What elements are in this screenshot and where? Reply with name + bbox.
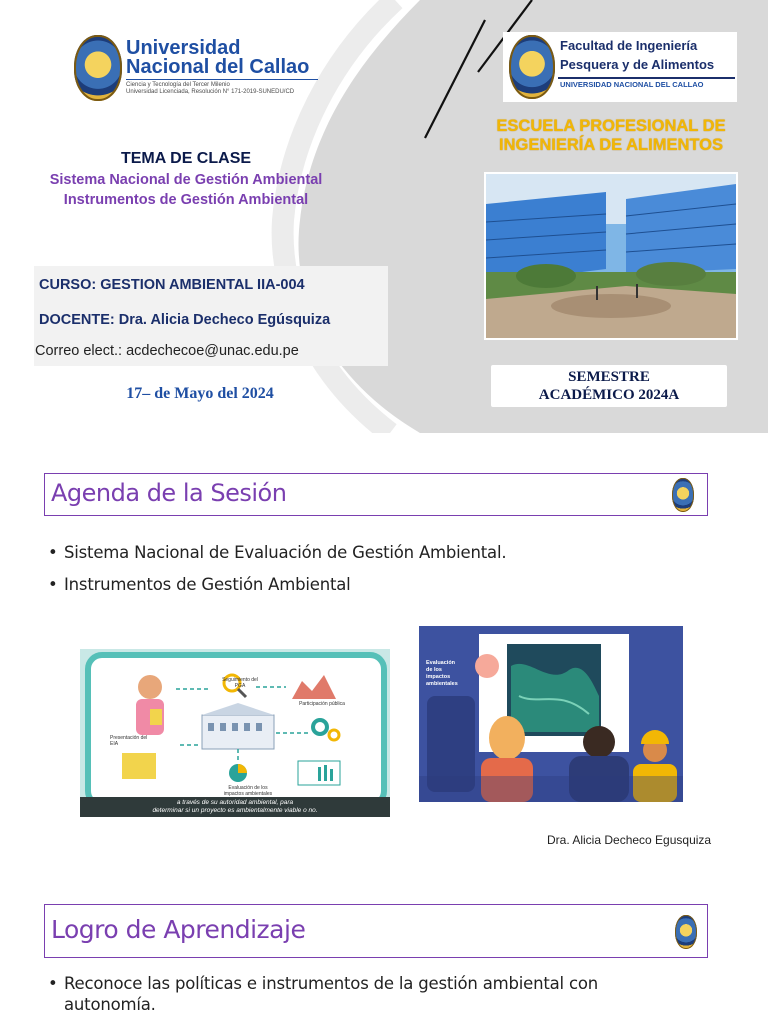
topic-line1: Sistema Nacional de Gestión Ambiental [49,172,323,188]
learning-title: Logro de Aprendizaje [51,915,306,944]
class-date: 17– de Mayo del 2024 [126,385,274,402]
school-name-line1: ESCUELA PROFESIONAL DE [496,117,726,135]
learning-title-box [44,904,708,958]
author-credit: Dra. Alicia Decheco Egusquiza [547,833,712,847]
faculty-logo [503,32,737,102]
eia-caption-line2: determinar si un proyecto es ambientalmente viable o no. [152,807,318,814]
bullet-dot: • [48,543,58,562]
topic-heading: TEMA DE CLASE [120,150,252,167]
seal-icon [672,478,694,512]
topic-line2: Instrumentos de Gestión Ambiental [63,192,309,208]
university-tagline: Ciencia y Tecnología del Tercer Milenio [126,82,230,88]
eia-process-illustration [80,649,390,817]
semester-line1: SEMESTRE [568,369,650,385]
impact-label-line2: de los [426,667,442,673]
bullet-dot: • [48,974,58,993]
impact-label-line3: impactos [426,674,451,680]
campus-photo [484,172,738,340]
university-divider [126,79,318,80]
impact-label-line4: ambientales [426,681,458,687]
label-evaluacion: Evaluación de los impactos ambientales [223,785,273,797]
eia-caption-line1: a través de su autoridad ambiental, para [176,799,294,806]
university-name-line1: Universidad [126,37,241,59]
learning-bullet [48,974,598,993]
faculty-name-line2: Pesquera y de Alimentos [560,57,715,72]
university-seal-icon [74,35,122,101]
seal-icon [675,915,697,949]
impact-assessment-illustration [419,626,683,802]
faculty-university: UNIVERSIDAD NACIONAL DEL CALLAO [560,80,704,89]
university-name-line2: Nacional del Callao [126,56,310,78]
label-participacion: Participación pública [299,701,345,707]
semester-box [491,365,727,407]
learning-bullet-line2: autonomía. [64,995,156,1014]
faculty-seal-icon [509,35,555,99]
campus-illustration [486,174,736,338]
agenda-bullet-text: Sistema Nacional de Evaluación de Gestión Ambiental. [64,543,507,562]
agenda-bullet-text: Instrumentos de Gestión Ambiental [64,575,351,594]
eia-caption [80,799,390,815]
agenda-title-box [44,473,708,516]
faculty-name-line1: Facultad de Ingeniería [560,38,698,53]
agenda-bullet-2 [48,575,351,594]
learning-bullet-continuation [64,995,156,1014]
teacher-name: DOCENTE: Dra. Alicia Decheco Egúsquiza [39,312,331,328]
university-license: Universidad Licenciada, Resolución N° 171-2019-SUNEDU/CD [126,89,295,95]
agenda-bullet-1 [48,543,506,562]
learning-bullet-line1: Reconoce las políticas e instrumentos de la gestión ambiental con [64,974,599,993]
label-seguimiento: Seguimiento del PGA [222,677,258,689]
course-info-box [34,266,388,366]
semester-line2: ACADÉMICO 2024A [538,387,680,403]
school-name-line2: INGENIERÍA DE ALIMENTOS [499,136,723,154]
title-slide [0,0,768,433]
faculty-divider [558,77,735,79]
impact-label [426,660,458,688]
agenda-title: Agenda de la Sesión [51,479,287,507]
bullet-dot: • [48,575,58,594]
label-presentacion: Presentación del EIA [110,735,148,747]
impact-label-line1: Evaluación [426,660,456,666]
meeting-scene [419,626,683,802]
teacher-email: Correo elect.: acdechecoe@unac.edu.pe [35,343,299,359]
course-name: CURSO: GESTION AMBIENTAL IIA-004 [39,277,305,293]
